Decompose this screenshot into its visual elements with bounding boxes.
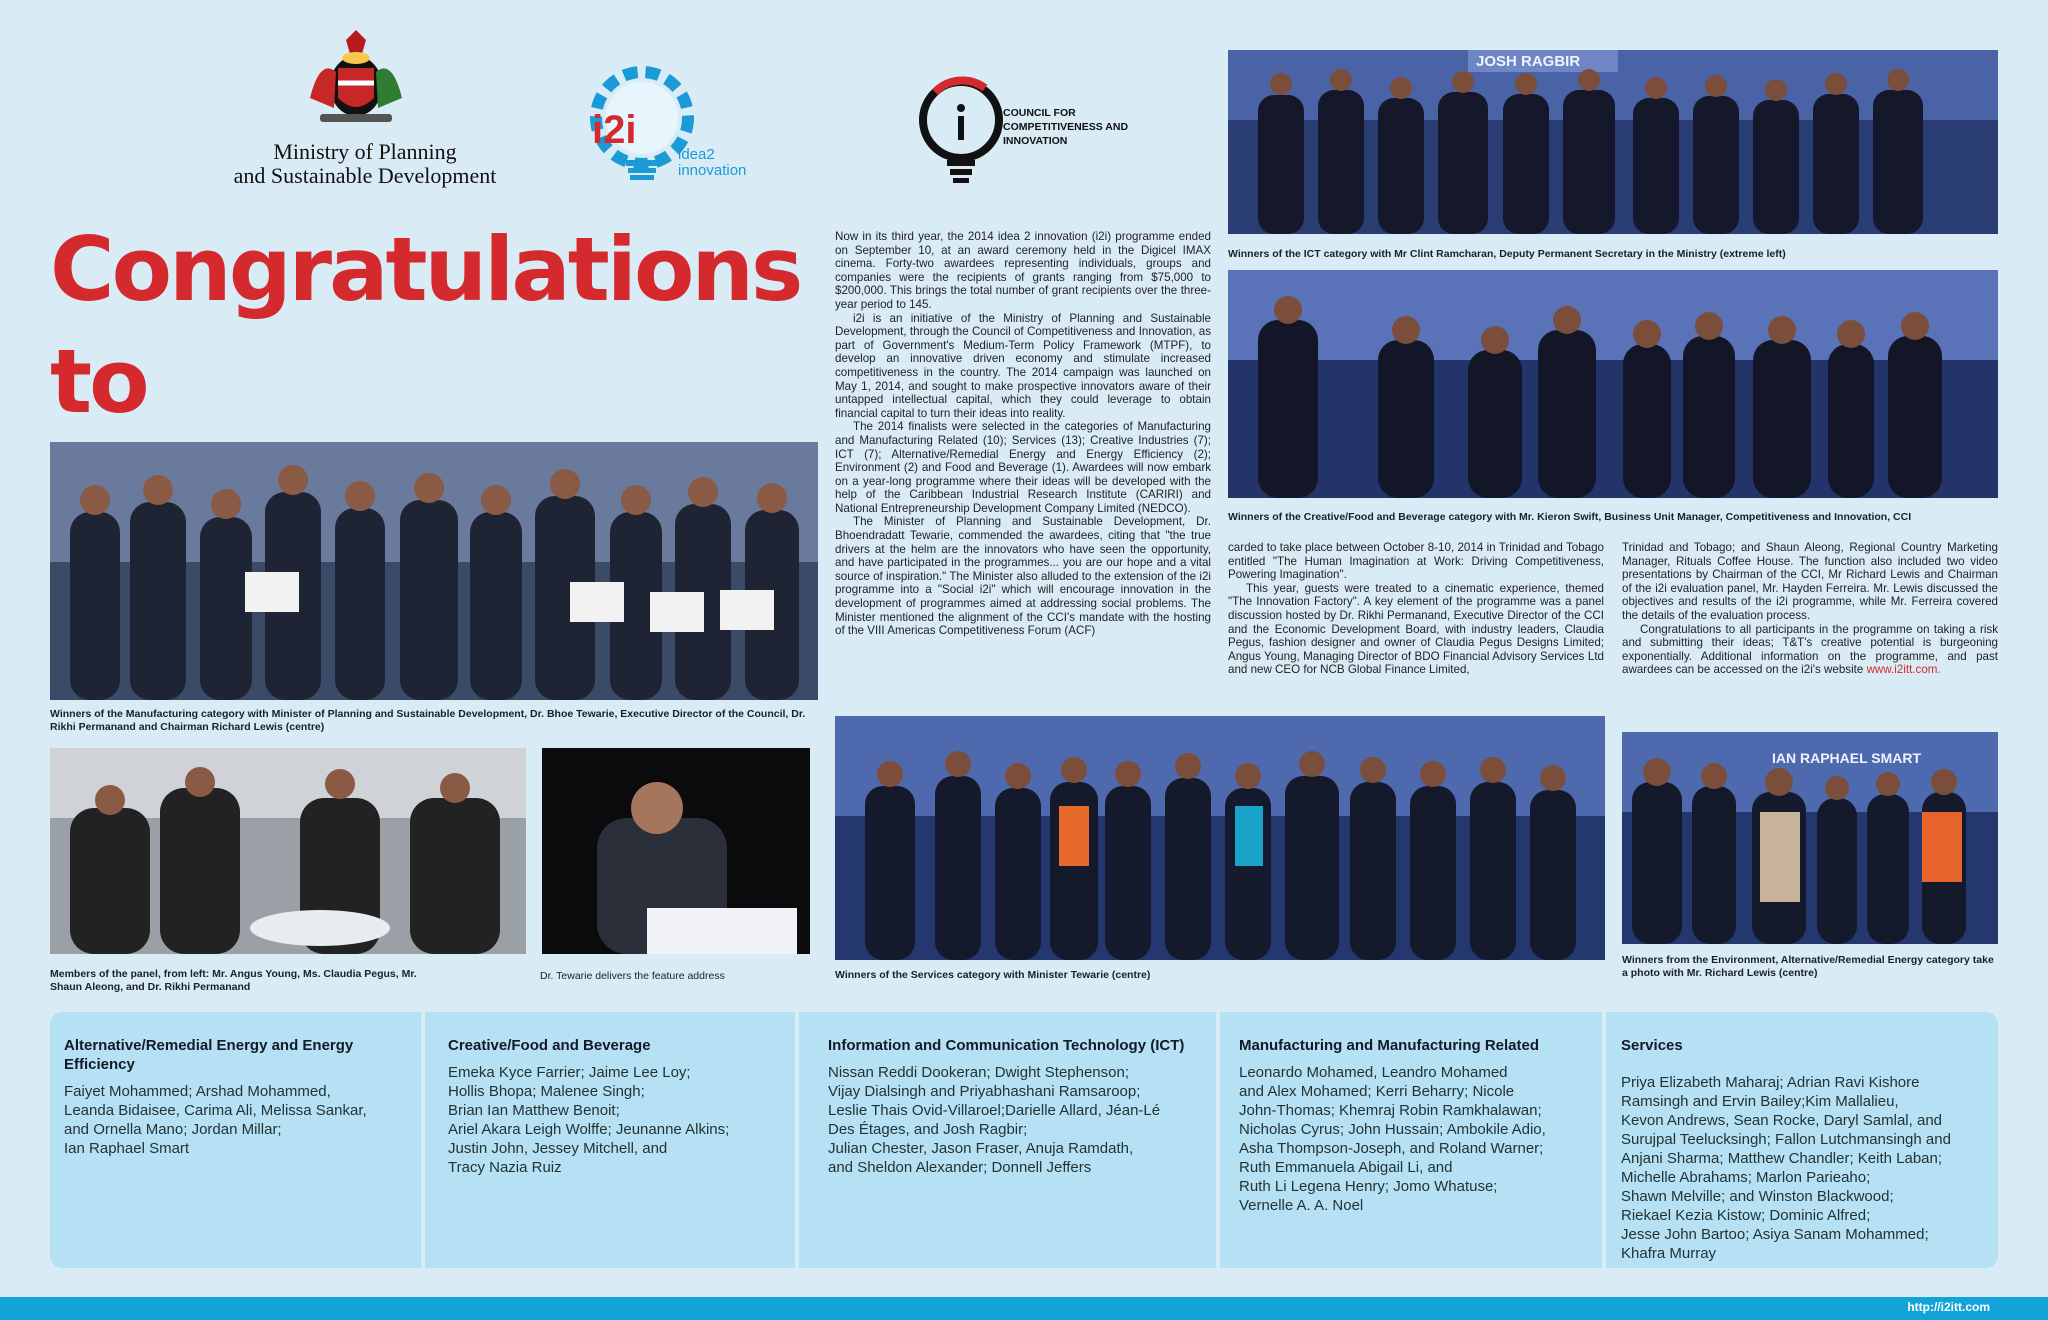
article-column-1	[835, 230, 1211, 638]
category-title: Alternative/Remedial Energy and Energy Efficiency	[64, 1037, 354, 1073]
environment-banner-sign: IAN RAPHAEL SMART	[1772, 750, 1922, 766]
winners-category-manufacturing	[1239, 1036, 1599, 1215]
manufacturing-caption: Winners of the Manufacturing category with Minister of Planning and Sustainable Development, Dr. Bhoe Tewarie, Executive Director of the Council, Dr. Rikhi Permanand and Chairman Richard Lewis (centre)	[50, 708, 806, 733]
panel-divider	[795, 1012, 799, 1268]
category-names: Priya Elizabeth Maharaj; Adrian Ravi Kishore Ramsingh and Ervin Bailey;Kim Mallalieu, Kevon Andrews, Sean Rocke, Daryl Samlal, and Surujpal Teelucksingh; Fallon Lutchmansingh and Anjani Sharma; Matthew Chandler; Keith Laban; Michelle Abrahams; Marlon Parieaho; Shawn Melville; and Winston Blackwood; Riekael Kezia Kistow; Dominic Alfred; Jesse John Bartoo; Asiya Sanam Mohammed; Khafra Murray	[1621, 1074, 1951, 1262]
category-names: Faiyet Mohammed; Arshad Mohammed, Leanda Bidaisee, Carima Ali, Melissa Sankar, and Ornella Mano; Jordan Millar; Ian Raphael Smart	[64, 1083, 367, 1157]
i2i-sub-1: idea2	[678, 146, 715, 163]
category-title: Manufacturing and Manufacturing Related	[1239, 1037, 1540, 1054]
category-title: Services	[1621, 1037, 1683, 1054]
winners-category-ict	[828, 1036, 1213, 1177]
ministry-line-1: Ministry of Planning	[273, 139, 457, 164]
ict-banner-sign: JOSH RAGBIR	[1476, 53, 1581, 70]
creative-caption: Winners of the Creative/Food and Beverage category with Mr. Kieron Swift, Business Unit Manager, Competitiveness and Innovation, CCI	[1228, 511, 1912, 523]
creative-winners-photo	[1228, 270, 1998, 498]
panel-divider	[421, 1012, 425, 1268]
article-paragraph: Now in its third year, the 2014 idea 2 innovation (i2i) programme ended on September 10, at an award ceremony held in the Digicel IMAX cinema. Forty-two awardees representing individuals, groups and companies were the recipients of grants ranging from $75,000 to $200,000. This brings the total number of grant recipients over the three-year period to 145.	[835, 230, 1211, 311]
environment-winners-photo	[1622, 732, 1998, 944]
panel-divider	[1216, 1012, 1220, 1268]
article-column-2	[1228, 541, 1604, 677]
website-link[interactable]: www.i2itt.com.	[1866, 663, 1941, 677]
panel-divider	[1602, 1012, 1606, 1268]
category-title: Information and Communication Technology (ICT)	[828, 1037, 1185, 1054]
footer-url-link[interactable]: http://i2itt.com	[1907, 1300, 1990, 1314]
article-paragraph: Congratulations to all participants in the programme on taking a risk and submitting their ideas; T&T's creative potential is burgeoning exponentially. Additional information on the programme, and past awardees can be accessed on the i2i's website	[1622, 622, 1998, 677]
category-names: Emeka Kyce Farrier; Jaime Lee Loy; Hollis Bhopa; Malenee Singh; Brian Ian Matthew Benoit; Ariel Akara Leigh Wolffe; Jeunanne Alkins; Justin John, Jessey Mitchell, and Tracy Nazia Ruiz	[448, 1064, 730, 1176]
ministry-name	[205, 140, 525, 188]
winners-category-energy	[64, 1036, 409, 1158]
manufacturing-winners-photo	[50, 442, 818, 700]
winners-category-creative	[448, 1036, 788, 1177]
tewarie-address-photo	[542, 748, 810, 954]
panel-caption: Members of the panel, from left: Mr. Angus Young, Ms. Claudia Pegus, Mr. Shaun Aleong, and Dr. Rikhi Permanand	[50, 968, 417, 993]
coat-of-arms-icon	[300, 28, 412, 128]
article-paragraph: This year, guests were treated to a cinematic experience, themed "The Innovation Factory". A key element of the programme was a panel discussion hosted by Dr. Rikhi Permanand, Executive Director of the CCI and the Economic Development Board, with industry leaders, Claudia Pegus, fashion designer and owner of Claudia Pegus Designs Limited; Angus Young, Managing Director of BDO Financial Advisory Services Ltd and new CEO for NCB Global Finance Limited,	[1228, 581, 1604, 677]
ict-caption: Winners of the ICT category with Mr Clint Ramcharan, Deputy Permanent Secretary in the Ministry (extreme left)	[1228, 248, 1786, 260]
tewarie-caption: Dr. Tewarie delivers the feature address	[540, 970, 725, 982]
ict-winners-photo	[1228, 50, 1998, 234]
ministry-line-2: and Sustainable Development	[233, 163, 497, 188]
article-paragraph: carded to take place between October 8-10, 2014 in Trinidad and Tobago entitled "The Human Imagination at Work: Driving Competitiveness, Powering Imagination".	[1228, 541, 1604, 582]
article-paragraph: i2i is an initiative of the Ministry of Planning and Sustainable Development, through the Council of Competitiveness and Innovation, as part of Government's Medium-Term Policy Framework (MTPF), to develop an innovative driven economy and stimulate increased competitiveness in the country. The 2014 campaign was launched on May 1, 2014, and sought to make prospective innovators aware of their untapped intellectual capital, which they could leverage to obtain financial capital to turn their ideas into reality.	[835, 311, 1211, 420]
category-names: Leonardo Mohamed, Leandro Mohamed and Alex Mohamed; Kerri Beharry; Nicole John-Thomas; Khemraj Robin Ramkhalawan; Nicholas Cyrus; John Hussain; Ambokile Adio, Asha Thompson-Joseph, and Roland Warner; Ruth Emmanuela Abigail Li, and Ruth Li Legena Henry; Jomo Whatuse; Vernelle A. A. Noel	[1239, 1064, 1546, 1214]
services-winners-photo	[835, 716, 1605, 960]
panel-discussion-photo	[50, 748, 526, 954]
category-names: Nissan Reddi Dookeran; Dwight Stephenson; Vijay Dialsingh and Priyabhashani Ramsaroop; Leslie Thais Ovid-Villaroel;Darielle Allard, Jéan-Lé Des Étages, and Josh Ragbir; Julian Chester, Jason Fraser, Anuja Ramdath, and Sheldon Alexander; Donnell Jeffers	[828, 1064, 1161, 1176]
article-column-3	[1622, 541, 1998, 677]
i2i-logo	[582, 60, 752, 190]
winners-category-services	[1621, 1036, 1996, 1263]
i2i-mark: i2i	[592, 108, 637, 152]
i2i-sub-2: innovation	[678, 162, 747, 179]
article-paragraph: Trinidad and Tobago; and Shaun Aleong, Regional Country Marketing Manager, Rituals Coffee House. The function also included two video presentations by Chairman of the CCI, Mr Richard Lewis and Chairman of the i2i evaluation panel, Mr. Hayden Ferreira. Mr. Lewis discussed the objectives and results of the i2i programme, while Mr. Ferreira covered the details of the evaluation process.	[1622, 541, 1998, 622]
article-paragraph: The Minister of Planning and Sustainable Development, Dr. Bhoendradatt Tewarie, commended the awardees, citing that "the true drivers at the helm are the innovators who have seen the opportunity, and have participated in the programmes... you are our hope and a vital source of inspiration." The Minister also alluded to the extension of the i2i programme into a "Social i2i" which will encourage innovation in the development of programmes aimed at addressing social problems. The Minister mentioned the alignment of the CCI's mandate with the hosting of the VIII Americas Competitiveness Forum (ACF)	[835, 515, 1211, 638]
footer-bar	[0, 1297, 2048, 1320]
category-title: Creative/Food and Beverage	[448, 1037, 651, 1054]
cci-name: COUNCIL FOR COMPETITIVENESS AND INNOVATION	[1003, 107, 1129, 147]
services-caption: Winners of the Services category with Minister Tewarie (centre)	[835, 969, 1151, 981]
environment-caption: Winners from the Environment, Alternative/Remedial Energy category take a photo with Mr. Richard Lewis (centre)	[1622, 954, 1994, 979]
headline-line-1: Congratulations to	[50, 218, 801, 433]
article-paragraph: The 2014 finalists were selected in the categories of Manufacturing and Manufacturing Related (10); Services (13); Creative Industries (7); ICT (7); Alternative/Remedial Energy and Energy Efficiency (2); Environment (2) and Food and Beverage (1). Awardees will now embark on a year-long programme where their ideas will be developed with the help of the Caribbean Industrial Research Institute (CARIRI) and National Entrepreneurship Development Company Limited (NEDCO).	[835, 420, 1211, 515]
